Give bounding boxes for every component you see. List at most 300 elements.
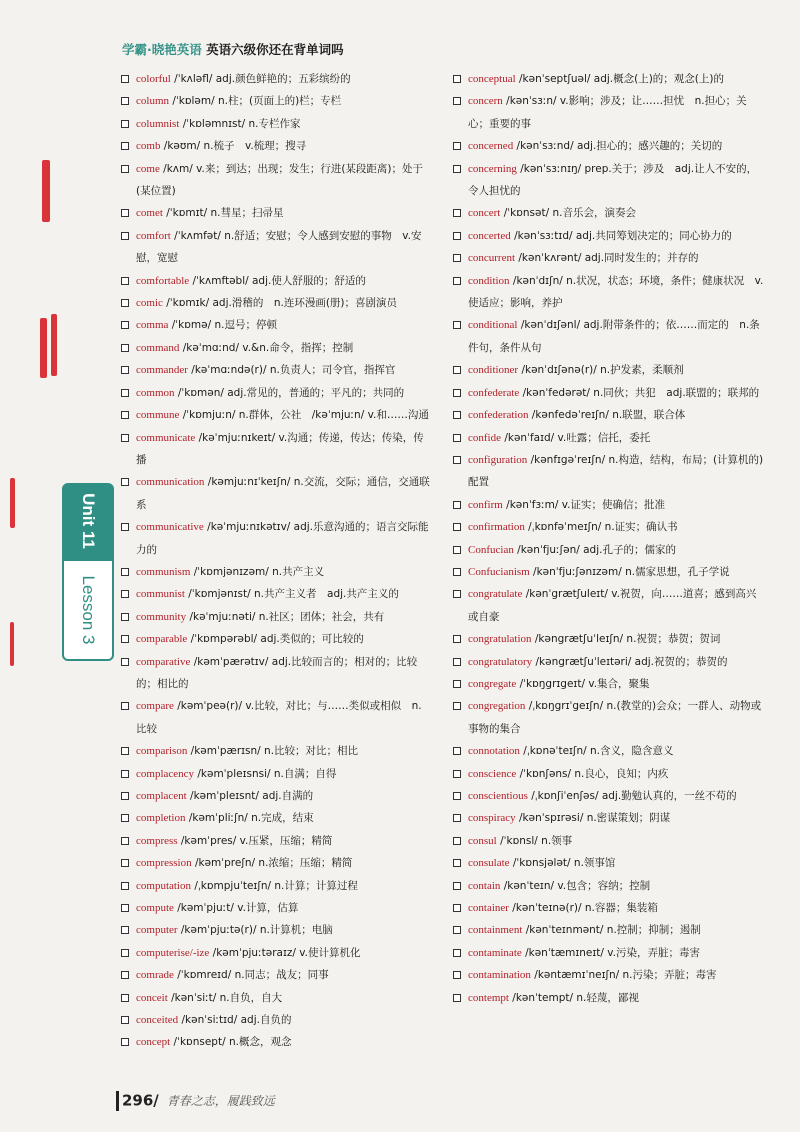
checkbox-icon[interactable] [121,613,129,621]
definition: /kənˈteɪn/ v.包含；容纳；控制 [500,879,651,892]
vocab-entry [120,897,432,919]
vocab-entry [452,494,764,516]
definition: /kəmˈpleɪsnsi/ n.自满；自得 [194,767,337,780]
checkbox-icon[interactable] [453,165,461,173]
vocab-entry [120,561,432,583]
checkbox-icon[interactable] [453,792,461,800]
definition: /ˈkʌmftəbl/ adj.使人舒服的；舒适的 [189,274,366,287]
checkbox-icon[interactable] [453,770,461,778]
checkbox-icon[interactable] [453,411,461,419]
definition: /kəˈmjuːnɪkətɪv/ adj.乐意沟通的；语言交际能力的 [136,521,429,556]
headword: comma [136,319,169,332]
definition: /kəˈmɑːnd/ v.&n.命令，指挥；控制 [179,341,354,354]
definition: /ˈkɒmjənɪzəm/ n.共产主义 [190,565,325,578]
checkbox-icon[interactable] [121,568,129,576]
checkbox-icon[interactable] [121,299,129,307]
checkbox-icon[interactable] [453,859,461,867]
definition: /kənˈfedərət/ n.同伙；共犯 adj.联盟的；联邦的 [519,386,760,399]
vocab-entry [120,135,432,157]
vocab-entry [120,68,432,90]
headword: Confucian [468,543,514,556]
definition: /kəmˈpjuːtə(r)/ n.计算机；电脑 [177,924,333,937]
checkbox-icon[interactable] [453,680,461,688]
vocab-entry [452,942,764,964]
checkbox-icon[interactable] [453,97,461,105]
headword: compare [136,700,174,713]
vocab-entry [120,337,432,359]
checkbox-icon[interactable] [121,344,129,352]
checkbox-icon[interactable] [453,75,461,83]
definition: /kəmˈpærətɪv/ adj.比较而言的；相对的；比较的；相比的 [136,655,418,690]
checkbox-icon[interactable] [121,882,129,890]
definition: /ˈkɒnsl/ n.领事 [496,834,573,847]
headword: conceited [136,1014,179,1027]
definition: /kəmˈpærɪsn/ n.比较；对比；相比 [187,745,359,758]
checkbox-icon[interactable] [453,389,461,397]
vocab-entry [452,90,764,135]
checkbox-icon[interactable] [121,120,129,128]
checkbox-icon[interactable] [121,792,129,800]
checkbox-icon[interactable] [453,232,461,240]
headword: comfortable [136,274,190,287]
checkbox-icon[interactable] [121,971,129,979]
headword: configuration [468,453,528,466]
headword: contempt [468,991,509,1004]
checkbox-icon[interactable] [453,926,461,934]
definition: /ˌkɒmpjuˈteɪʃn/ n.计算；计算过程 [191,879,358,892]
definition: /kənfedəˈreɪʃn/ n.联盟，联合体 [528,409,686,422]
headword: containment [468,924,523,937]
headword: congratulatory [468,655,533,668]
vocab-entry [452,651,764,673]
headword: communication [136,476,205,489]
vocab-entry [452,673,764,695]
definition: /kənˈfjuːʃən/ adj.孔子的；儒家的 [513,543,676,556]
headword: congratulation [468,633,532,646]
brand-name: 学霸·晓艳英语 [122,42,202,57]
checkbox-icon[interactable] [121,949,129,957]
checkbox-icon[interactable] [453,501,461,509]
vocab-entry [452,875,764,897]
definition: /ˈkɒmɪt/ n.彗星；扫帚星 [162,207,284,220]
vocab-entry [452,807,764,829]
definition: /ˈkɒnsət/ n.音乐会，演奏会 [500,207,636,220]
unit-label: Unit 11 [79,493,98,549]
vocab-entry [120,292,432,314]
headword: colorful [136,73,171,85]
vocab-entry [120,942,432,964]
checkbox-icon[interactable] [453,702,461,710]
highlight-mark [10,622,14,666]
checkbox-icon[interactable] [453,277,461,285]
headword: concern [468,95,503,108]
definition: /kəmˈpreʃn/ n.浓缩；压缩；精简 [191,857,353,870]
checkbox-icon[interactable] [121,814,129,822]
definition: /kənˈspɪrəsi/ n.密谋策划；阴谋 [515,812,671,825]
unit-lesson-tab [62,483,114,661]
vocab-entry [452,202,764,224]
definition: /kənˈfjuːʃənɪzəm/ n.儒家思想，孔子学说 [529,565,730,578]
definition: /kəˈmjuːnɪkeɪt/ v.沟通；传递，传达；传染，传播 [136,431,424,466]
definition: /ˈkʌmfət/ n.舒适；安慰；令人感到安慰的事物 v.安慰，宽慰 [136,229,422,265]
checkbox-icon[interactable] [121,658,129,666]
headword: concerned [468,140,514,153]
headword: complacent [136,790,187,802]
definition: /kʌm/ v.来；到达；出现；发生；行进(某段距离)；处于(某位置) [136,162,424,198]
definition: /kənˈsiːtɪd/ adj.自负的 [178,1014,292,1027]
headword: congregate [468,677,517,690]
checkbox-icon[interactable] [453,658,461,666]
vocab-column-right [452,68,764,1009]
definition: /kəngrætʃuˈleɪʃn/ n.祝贺；恭贺；贺词 [531,633,721,646]
headword: concerning [468,162,517,175]
headword: conceptual [468,73,516,85]
vocab-entry [120,404,432,426]
headword: compute [136,902,174,915]
headword: contaminate [468,946,522,959]
headword: command [136,341,180,354]
checkbox-icon[interactable] [121,859,129,867]
headword: completion [136,812,186,825]
headword: congratulate [468,588,523,601]
headword: confirm [468,498,503,511]
checkbox-icon[interactable] [121,1038,129,1046]
headword: comb [136,140,161,153]
vocab-entry [120,852,432,874]
headword: confederation [468,409,529,422]
checkbox-icon[interactable] [121,165,129,173]
headword: comparison [136,745,188,758]
vocab-entry [452,225,764,247]
definition: /kəʊm/ n.梳子 v.梳理；搜寻 [160,140,307,153]
checkbox-icon[interactable] [121,232,129,240]
vocab-entry [452,785,764,807]
headword: compress [136,834,178,847]
checkbox-icon[interactable] [453,994,461,1002]
headword: congregation [468,700,526,713]
vocab-entry [120,651,432,696]
vocab-entry [452,852,764,874]
headword: column [136,95,169,108]
definition: /kənfɪgəˈreɪʃn/ n.构造，结构，布局；(计算机的)配置 [468,453,764,489]
vocab-entry [452,382,764,404]
definition: /ˈkɒnsept/ n.概念，观念 [170,1036,292,1049]
definition: /ˈkɒmɪk/ adj.滑稽的 n.连环漫画(册)；喜剧演员 [162,297,398,310]
vocab-entry [120,225,432,270]
vocab-entry [120,606,432,628]
checkbox-icon[interactable] [121,770,129,778]
headword: concurrent [468,252,516,265]
definition: /kəmˈpliːʃn/ n.完成，结束 [185,812,314,825]
checkbox-icon[interactable] [121,635,129,643]
vocab-entry [120,1031,432,1053]
highlight-mark [10,478,15,528]
headword: confederate [468,386,520,399]
headword: comet [136,207,163,220]
headword: conspiracy [468,812,516,825]
definition: /kəmˈpres/ v.压紧，压缩；精简 [177,834,333,847]
checkbox-icon[interactable] [121,478,129,486]
headword: comic [136,297,163,310]
definition: /ˈkʌləfl/ adj.颜色鲜艳的；五彩缤纷的 [170,73,351,85]
definition: /kəmˈpeə(r)/ v.比较，对比；与……类似或相似 n.比较 [136,700,422,735]
checkbox-icon[interactable] [453,971,461,979]
checkbox-icon[interactable] [453,590,461,598]
headword: concert [468,207,501,220]
definition: /kənˈteɪnə(r)/ n.容器；集装箱 [508,902,658,915]
vocab-entry [452,68,764,90]
definition: /kənˈsɜːn/ v.影响；涉及；让……担忧 n.担心；关心；重要的事 [468,95,747,130]
headword: come [136,162,160,175]
vocab-entry [452,740,764,762]
vocab-entry [452,404,764,426]
definition: /kəngrætʃuˈleɪtəri/ adj.祝贺的；恭贺的 [532,655,728,668]
headword: conditioner [468,364,519,377]
checkbox-icon[interactable] [453,568,461,576]
checkbox-icon[interactable] [453,366,461,374]
definition: /kənˈkʌrənt/ adj.同时发生的；并存的 [515,252,699,265]
vocab-entry [452,539,764,561]
vocab-entry [120,1009,432,1031]
vocab-entry [452,964,764,986]
definition: /kəmjuːnɪˈkeɪʃn/ n.交流，交际；通信，交通联系 [136,476,430,511]
definition: /kənˈsɜːnɪŋ/ prep.关于；涉及 adj.让人不安的，令人担忧的 [468,162,758,198]
headword: computerise/-ize [136,946,210,959]
vocab-entry [120,919,432,941]
headword: conscience [468,767,517,780]
definition: /ˈkɒləm/ n.柱；(页面上的)栏；专栏 [169,95,342,108]
checkbox-icon[interactable] [453,456,461,464]
headword: columnist [136,117,180,130]
page-title: 英语六级你还在背单词吗 [206,42,344,57]
definition: /ˈkɒmreɪd/ n.同志；战友；同事 [173,969,329,982]
checkbox-icon[interactable] [453,142,461,150]
vocab-entry [120,583,432,605]
vocab-entry [120,471,432,516]
vocab-entry [452,561,764,583]
vocab-entry [120,90,432,112]
checkbox-icon[interactable] [121,702,129,710]
vocab-entry [452,695,764,740]
checkbox-icon[interactable] [121,434,129,442]
headword: Confucianism [468,565,530,578]
highlight-mark [51,314,57,376]
checkbox-icon[interactable] [453,747,461,755]
unit-label-box [62,483,114,559]
checkbox-icon[interactable] [453,882,461,890]
definition: /kənˈdɪʃənə(r)/ n.护发素，柔顺剂 [518,364,684,377]
headword: contain [468,879,501,892]
checkbox-icon[interactable] [453,434,461,442]
definition: /ˈkɒmjuːn/ n.群体，公社 /kəˈmjuːn/ v.和……沟通 [179,409,429,422]
headword: compression [136,857,192,870]
vocab-entry [120,427,432,472]
checkbox-icon[interactable] [121,1016,129,1024]
headword: commander [136,364,188,377]
checkbox-icon[interactable] [121,389,129,397]
definition: /ˈkɒmə/ n.逗号；停顿 [168,319,277,332]
definition: /ˌkɒnʃiˈenʃəs/ adj.勤勉认真的，一丝不苟的 [527,790,737,802]
headword: confirmation [468,521,525,534]
vocab-entry [452,763,764,785]
checkbox-icon[interactable] [121,926,129,934]
checkbox-icon[interactable] [121,366,129,374]
highlight-mark [42,160,50,222]
headword: comfort [136,229,171,242]
checkbox-icon[interactable] [121,837,129,845]
checkbox-icon[interactable] [453,949,461,957]
vocab-entry [120,314,432,336]
vocab-entry [120,964,432,986]
headword: conscientious [468,790,528,802]
headword: condition [468,274,510,287]
page-header [122,40,760,60]
headword: computer [136,924,178,937]
vocab-entry [120,830,432,852]
definition: /ˌkɒnəˈteɪʃn/ n.含义，隐含意义 [519,745,674,758]
definition: /kənˈfɜːm/ v.证实；使确信；批准 [502,498,665,511]
definition: /kənˈseptʃuəl/ adj.概念(上)的；观念(上)的 [515,73,724,85]
checkbox-icon[interactable] [121,97,129,105]
headword: community [136,610,187,623]
definition: /ˌkɒŋgrɪˈgeɪʃn/ n.(教堂的)会众；一群人、动物或事物的集合 [468,700,762,735]
headword: comparable [136,633,188,646]
vocab-entry [120,987,432,1009]
vocab-entry [120,113,432,135]
definition: /ˈkɒləmnɪst/ n.专栏作家 [179,117,301,130]
vocab-entry [452,314,764,359]
vocab-entry [452,158,764,203]
vocab-entry [120,382,432,404]
checkbox-icon[interactable] [121,523,129,531]
headword: consulate [468,857,510,870]
checkbox-icon[interactable] [453,837,461,845]
checkbox-icon[interactable] [453,546,461,554]
lesson-label: Lesson 3 [79,575,98,645]
checkbox-icon[interactable] [121,747,129,755]
definition: /kənˈtæmɪneɪt/ v.污染，弄脏；毒害 [521,946,701,959]
checkbox-icon[interactable] [121,75,129,83]
headword: communicate [136,431,196,444]
vocab-entry [452,830,764,852]
checkbox-icon[interactable] [121,142,129,150]
vocab-entry [120,740,432,762]
vocab-column-left [120,68,432,1054]
headword: communist [136,588,185,601]
headword: confide [468,431,501,444]
definition: /kənˈteɪnmənt/ n.控制；抑制；遏制 [522,924,701,937]
checkbox-icon[interactable] [121,321,129,329]
vocab-entry [452,359,764,381]
checkbox-icon[interactable] [453,904,461,912]
checkbox-icon[interactable] [453,814,461,822]
definition: /kənˈdɪʃənl/ adj.附带条件的；依……而定的 n.条件句，条件从句 [468,319,760,354]
vocab-entry [452,247,764,269]
checkbox-icon[interactable] [121,590,129,598]
definition: /kəmˈpleɪsnt/ adj.自满的 [186,790,314,802]
vocab-entry [452,628,764,650]
checkbox-icon[interactable] [121,411,129,419]
definition: /kəˈmjuːnəti/ n.社区；团体；社会，共有 [186,610,385,623]
page-footer [116,1090,416,1116]
headword: connotation [468,745,520,758]
checkbox-icon[interactable] [121,904,129,912]
definition: /kəmˈpjuːt/ v.计算，估算 [173,902,299,915]
definition: /kənˈsɜːtɪd/ adj.共同筹划决定的；同心协力的 [510,229,732,242]
headword: contamination [468,969,531,982]
headword: commune [136,409,180,422]
vocab-entry [452,270,764,315]
vocab-entry [452,449,764,494]
vocab-entry [452,897,764,919]
headword: computation [136,879,191,892]
definition: /kənˈdɪʃn/ n.状况，状态；环境，条件；健康状况 v.使适应；影响，养护 [468,274,764,310]
vocab-entry [120,875,432,897]
definition: /kənˈfaɪd/ v.吐露；信托，委托 [500,431,651,444]
vocab-entry [452,919,764,941]
vocab-entry [120,763,432,785]
vocab-entry [120,785,432,807]
definition: /kənˈgrætʃuleɪt/ v.祝贺，向……道喜；感到高兴或自豪 [468,588,757,623]
definition: /kənˈsɜːnd/ adj.担心的；感兴趣的；关切的 [513,140,723,153]
definition: /ˈkɒŋgrɪgeɪt/ v.集合，聚集 [516,677,650,690]
headword: consul [468,834,497,847]
definition: /ˈkɒnsjələt/ n.领事馆 [509,857,616,870]
headword: common [136,386,175,399]
checkbox-icon[interactable] [453,635,461,643]
vocab-entry [452,427,764,449]
vocab-entry [120,628,432,650]
vocab-entry [120,695,432,740]
checkbox-icon[interactable] [121,277,129,285]
vocab-entry [452,583,764,628]
headword: comparative [136,655,191,668]
vocab-entry [452,987,764,1009]
headword: conceit [136,991,168,1004]
checkbox-icon[interactable] [453,523,461,531]
definition: /kənˈsiːt/ n.自负，自大 [167,991,283,1004]
footer-bar [116,1091,119,1111]
headword: communicative [136,521,204,534]
headword: complacency [136,767,195,780]
headword: comrade [136,969,174,982]
vocab-entry [120,516,432,561]
vocab-entry [120,202,432,224]
checkbox-icon[interactable] [453,209,461,217]
headword: conditional [468,319,518,332]
headword: concept [136,1036,171,1049]
definition: /ˈkɒmjənɪst/ n.共产主义者 adj.共产主义的 [184,588,399,601]
footer-motto: 青春之志，履践致远 [166,1094,275,1108]
definition: /kəmˈpjuːtəraɪz/ v.使计算机化 [209,946,361,959]
checkbox-icon[interactable] [453,321,461,329]
checkbox-icon[interactable] [121,994,129,1002]
definition: /kənˈtempt/ n.轻蔑，鄙视 [508,991,639,1004]
vocab-entry [452,135,764,157]
vocab-entry [120,359,432,381]
headword: communism [136,565,191,578]
page-number: 296/ [122,1091,159,1110]
vocab-entry [120,158,432,203]
definition: /ˈkɒmən/ adj.常见的，普通的；平凡的；共同的 [174,386,405,399]
vocab-entry [120,807,432,829]
checkbox-icon[interactable] [121,209,129,217]
definition: /ˈkɒnʃəns/ n.良心，良知；内疚 [516,767,669,780]
vocab-entry [452,516,764,538]
vocab-entry [120,270,432,292]
checkbox-icon[interactable] [453,254,461,262]
definition: /kəˈmɑːndə(r)/ n.负责人；司令官，指挥官 [187,364,396,377]
